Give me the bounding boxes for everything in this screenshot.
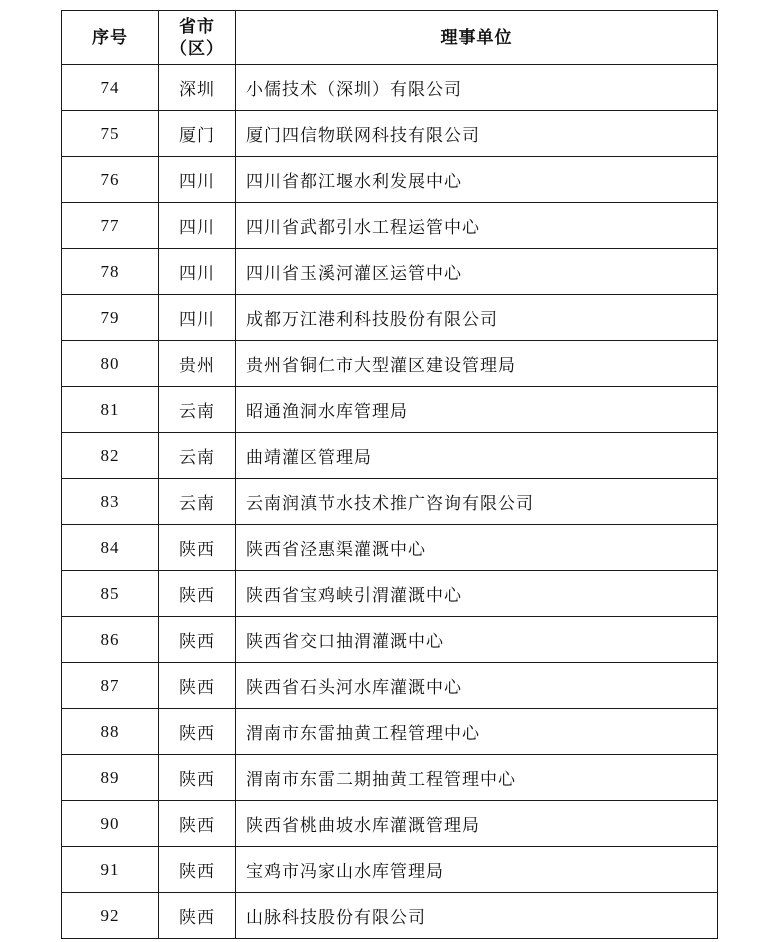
row-number: 76 [62, 157, 159, 203]
table-row [62, 479, 718, 525]
table-row [62, 617, 718, 663]
row-province: 陕西 [159, 893, 236, 939]
row-unit: 陕西省交口抽渭灌溉中心 [236, 617, 718, 663]
row-province: 四川 [159, 157, 236, 203]
row-province: 厦门 [159, 111, 236, 157]
row-unit: 曲靖灌区管理局 [236, 433, 718, 479]
row-province: 陕西 [159, 709, 236, 755]
row-province: 陕西 [159, 663, 236, 709]
row-province: 陕西 [159, 847, 236, 893]
row-unit: 山脉科技股份有限公司 [236, 893, 718, 939]
row-number: 81 [62, 387, 159, 433]
table-row [62, 525, 718, 571]
row-number: 88 [62, 709, 159, 755]
row-unit: 小儒技术（深圳）有限公司 [236, 65, 718, 111]
row-province: 云南 [159, 479, 236, 525]
row-province: 陕西 [159, 571, 236, 617]
row-province: 四川 [159, 203, 236, 249]
row-number: 80 [62, 341, 159, 387]
table-row [62, 755, 718, 801]
table-row [62, 341, 718, 387]
row-unit: 四川省都江堰水利发展中心 [236, 157, 718, 203]
table-row [62, 387, 718, 433]
row-unit: 厦门四信物联网科技有限公司 [236, 111, 718, 157]
row-province: 陕西 [159, 525, 236, 571]
row-unit: 渭南市东雷抽黄工程管理中心 [236, 709, 718, 755]
row-number: 86 [62, 617, 159, 663]
table-row [62, 663, 718, 709]
row-number: 84 [62, 525, 159, 571]
row-unit: 陕西省宝鸡峡引渭灌溉中心 [236, 571, 718, 617]
row-number: 87 [62, 663, 159, 709]
row-unit: 贵州省铜仁市大型灌区建设管理局 [236, 341, 718, 387]
row-number: 85 [62, 571, 159, 617]
table-body [62, 65, 718, 939]
row-unit: 宝鸡市冯家山水库管理局 [236, 847, 718, 893]
header-unit: 理事单位 [236, 11, 718, 65]
table-row [62, 433, 718, 479]
row-province: 云南 [159, 387, 236, 433]
row-province: 陕西 [159, 755, 236, 801]
table-row [62, 111, 718, 157]
table-row [62, 249, 718, 295]
row-province: 陕西 [159, 801, 236, 847]
row-number: 92 [62, 893, 159, 939]
row-number: 89 [62, 755, 159, 801]
row-province: 深圳 [159, 65, 236, 111]
row-number: 74 [62, 65, 159, 111]
table-row [62, 65, 718, 111]
row-unit: 四川省玉溪河灌区运管中心 [236, 249, 718, 295]
row-number: 78 [62, 249, 159, 295]
table-row [62, 571, 718, 617]
row-number: 83 [62, 479, 159, 525]
table-row [62, 295, 718, 341]
row-unit: 陕西省石头河水库灌溉中心 [236, 663, 718, 709]
header-province-line2: （区） [170, 38, 224, 59]
table-row [62, 203, 718, 249]
row-unit: 陕西省泾惠渠灌溉中心 [236, 525, 718, 571]
row-unit: 渭南市东雷二期抽黄工程管理中心 [236, 755, 718, 801]
council-member-table [61, 10, 718, 939]
row-number: 79 [62, 295, 159, 341]
row-unit: 成都万江港利科技股份有限公司 [236, 295, 718, 341]
row-province: 云南 [159, 433, 236, 479]
table-row [62, 893, 718, 939]
header-row [62, 11, 718, 65]
row-province: 陕西 [159, 617, 236, 663]
table-header [62, 11, 718, 65]
row-unit: 昭通渔洞水库管理局 [236, 387, 718, 433]
table-row [62, 709, 718, 755]
row-province: 贵州 [159, 341, 236, 387]
row-number: 77 [62, 203, 159, 249]
row-province: 四川 [159, 295, 236, 341]
table-row [62, 801, 718, 847]
row-unit: 云南润滇节水技术推广咨询有限公司 [236, 479, 718, 525]
row-number: 90 [62, 801, 159, 847]
row-number: 82 [62, 433, 159, 479]
row-unit: 陕西省桃曲坡水库灌溉管理局 [236, 801, 718, 847]
row-number: 91 [62, 847, 159, 893]
table-row [62, 847, 718, 893]
header-province-line1: 省市 [179, 16, 215, 37]
header-number: 序号 [62, 11, 159, 65]
row-number: 75 [62, 111, 159, 157]
row-province: 四川 [159, 249, 236, 295]
table-row [62, 157, 718, 203]
header-province [159, 11, 236, 65]
row-unit: 四川省武都引水工程运管中心 [236, 203, 718, 249]
